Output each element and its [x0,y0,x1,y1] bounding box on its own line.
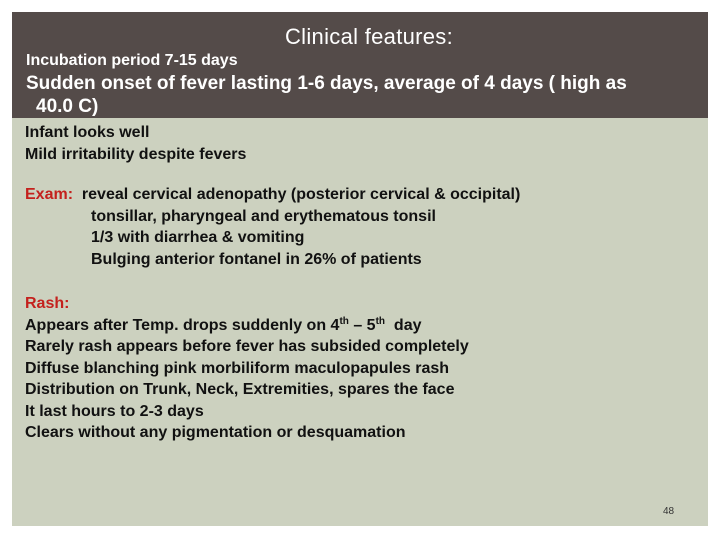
rash-appears-text: Appears after Temp. drops suddenly on 4 [25,316,340,334]
exam-line-2: tonsillar, pharyngeal and erythematous tonsil [91,207,436,225]
onset-line-2: 40.0 C) [36,96,99,117]
rash-appears-line [25,315,469,337]
exam-line-4: Bulging anterior fontanel in 26% of patients [91,250,422,268]
rash-day-text: day [385,316,422,334]
rash-dash-text: – 5 [348,316,376,334]
rash-last-text: It last hours to 2-3 days [25,402,204,420]
rash-block [25,293,469,444]
irritability-text: Mild irritability despite fevers [25,145,247,163]
exam-line-1 [25,184,520,206]
general-block [25,122,246,165]
slide-header [12,12,708,118]
rash-diffuse-text: Diffuse blanching pink morbiliform maculopapules rash [25,359,450,377]
infant-looks-text: Infant looks well [25,124,150,141]
rash-clears-text: Clears without any pigmentation or desquamation [25,424,406,441]
sup-th-1: th [339,315,349,327]
exam-label: Exam: [25,186,74,203]
onset-text [26,72,686,118]
onset-line-1: Sudden onset of fever lasting 1-6 days, average of 4 days ( high as [26,73,627,94]
rash-label: Rash: [25,295,70,312]
exam-line-3: 1/3 with diarrhea & vomiting [91,229,305,246]
rash-rarely-text: Rarely rash appears before fever has subsided completely [25,338,469,355]
rash-distribution-text: Distribution on Trunk, Neck, Extremities, spares the face [25,381,455,398]
incubation-text: Incubation period 7-15 days [26,52,238,69]
sup-th-2: th [375,315,386,327]
page-number: 48 [663,506,675,517]
exam-block [25,184,520,270]
slide-title: Clinical features: [284,24,454,49]
exam-line-1-text: reveal cervical adenopathy (posterior cervical & occipital) [81,186,521,203]
